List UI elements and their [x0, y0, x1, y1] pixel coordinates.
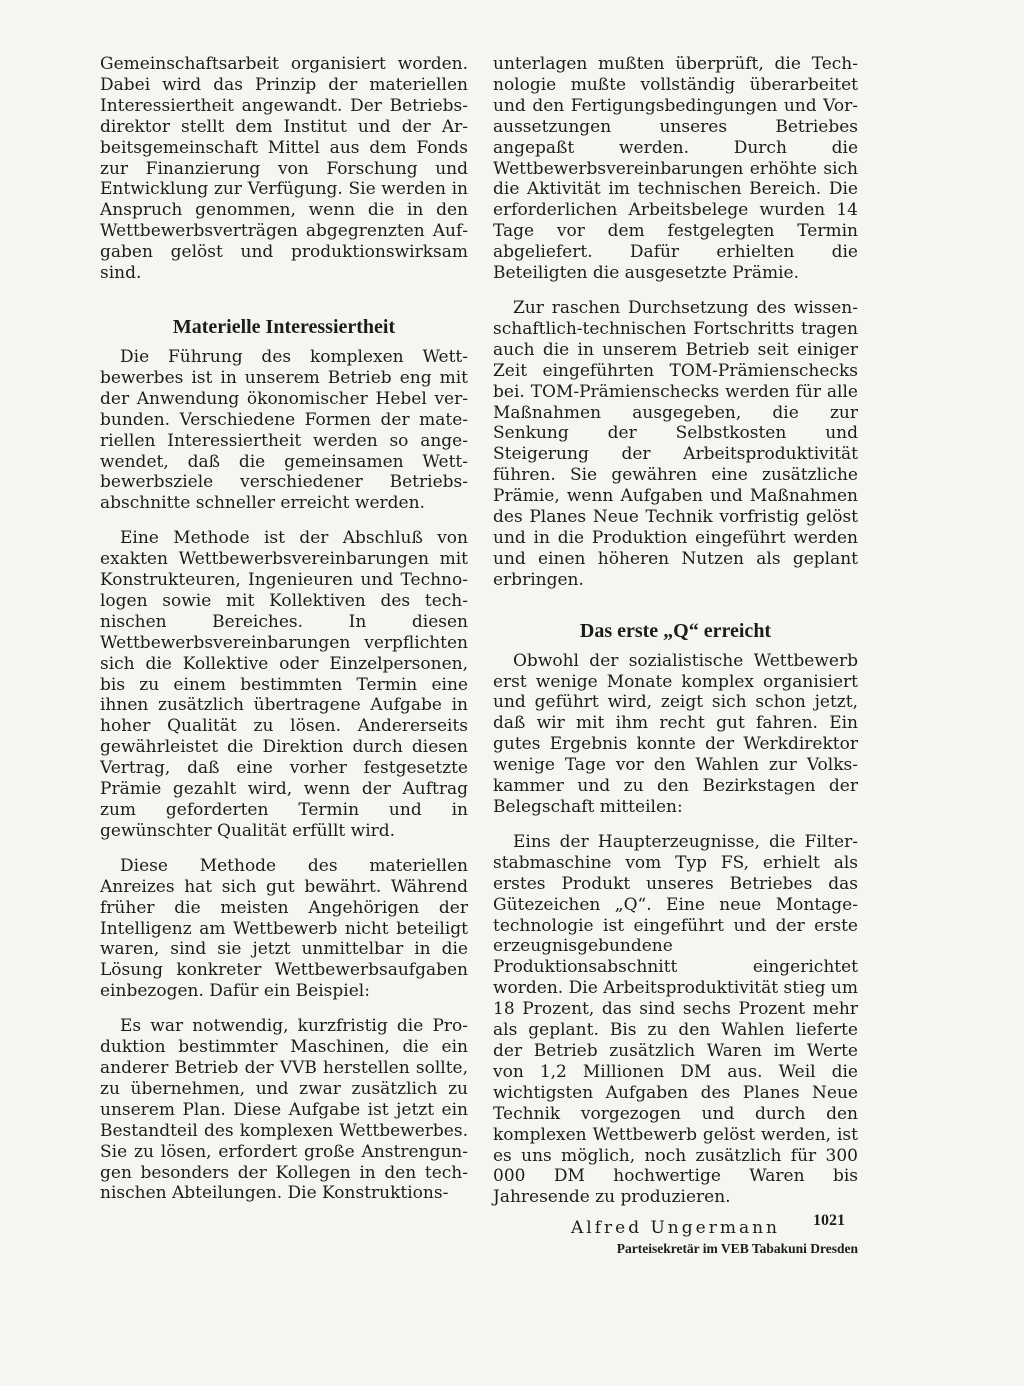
author-role: Parteisekretär im VEB Tabakuni Dresden: [616, 1241, 858, 1257]
paragraph-konstruktionsunterlagen: unterlagen mußten überprüft, die Technologie mußte vollständig überarbeitet und den Fertigungsbedingungen und Voraussetzungen unseres Betriebes angepaßt werden. Durch die Wettbewerbsvereinbarungen erhöhte sich die Aktivität im technischen Bereich. Die erforderlichen Arbeitsbelege wurden 14 Tage vor dem festgelegten Termin abgeliefert. Dafür erhielten die Beteiligten die ausgesetzte Prämie.: [493, 54, 858, 284]
section-heading-das-erste-q: Das erste „Q“ erreicht: [579, 619, 772, 642]
paragraph-methode-anreiz: Diese Methode des materiellen Anreizes hat sich gut bewährt. Während früher die meisten Angehörigen der Intelligenz am Wettbewerb nicht beteiligt waren, sind sie jetzt unmittelbar in die Lösung konkreter Wettbewerbsaufgaben einbezogen. Dafür ein Beispiel:: [100, 855, 468, 1002]
section-heading-materielle-interessiertheit: Materielle Interessiertheit: [172, 315, 396, 338]
paragraph-haupterzeugnisse: Eins der Haupterzeugnisse, die Filterstabmaschine vom Typ FS, erhielt als erstes Produkt unseres Betriebes das Gütezeichen „Q“. Eine neue Montagetechnologie ist eingeführt und der erste erzeugnisgebundene Produktionsabschnitt eingerichtet worden. Die Arbeitsproduktivität stieg um 18 Prozent, das sind sechs Prozent mehr als geplant. Bis zu den Wahlen lieferte der Betrieb zusätzlich Waren im Werte von 1,2 Millionen DM aus. Weil die wichtigsten Aufgaben des Planes Neue Technik vorgezogen und durch den komplexen Wettbewerb gelöst werden, ist es uns möglich, noch zusätzlich für 300 000 DM hochwertige Waren bis Jahresende zu produzieren.: [493, 831, 858, 1208]
paragraph-intro-continued: Gemeinschaftsarbeit organisiert worden. Dabei wird das Prinzip der materiellen Interessiertheit angewandt. Der Betriebsdirektor stellt dem Institut und der Arbeitsgemeinschaft Mittel aus dem Fonds zur Finanzierung von Forschung und Entwicklung zur Verfügung. Sie werden in Anspruch genommen, wenn die in den Wettbewerbsverträgen abgegrenzten Aufgaben gelöst und produktionswirksam sind.: [100, 54, 468, 284]
page-number: 1021: [813, 1212, 845, 1229]
paragraph-methode-abschluss: Eine Methode ist der Abschluß von exakten Wettbewerbsvereinbarungen mit Konstrukteuren, Ingenieuren und Technologen sowie mit Kollektiven des technischen Bereiches. In diesen Wettbewerbsvereinbarungen verpflichten sich die Kollektive oder Einzelpersonen, bis zu einem bestimmten Termin eine ihnen zusätzlich übertragene Aufgabe in hoher Qualität zu lösen. Andererseits gewährleistet die Direktion durch diesen Vertrag, daß eine vorher festgesetzte Prämie gezahlt wird, wenn der Auftrag zum geforderten Termin und in gewünschter Qualität erfüllt wird.: [100, 528, 468, 841]
paragraph-tom-praemienschecks: Zur raschen Durchsetzung des wissenschaftlich-technischen Fortschritts tragen auch die in unserem Betrieb seit einiger Zeit eingeführten TOM-Prämienschecks bei. TOM-Prämienschecks werden für alle Maßnahmen ausgegeben, die zur Senkung der Selbstkosten und Steigerung der Arbeitsproduktivität führen. Sie gewähren eine zusätzliche Prämie, wenn Aufgaben und Maßnahmen des Planes Neue Technik vorfristig gelöst und in die Produktion eingeführt werden und einen höheren Nutzen als geplant erbringen.: [493, 297, 858, 590]
left-column: [100, 54, 468, 1204]
paragraph-beispiel: Es war notwendig, kurzfristig die Produktion bestimmter Maschinen, die ein anderer Betrieb der VVB herstellen sollte, zu übernehmen, und zwar zusätzlich zu unserem Plan. Diese Aufgabe ist jetzt ein Bestandteil des komplexen Wettbewerbes. Sie zu lösen, erfordert große Anstrengungen besonders der Kollegen in den technischen Abteilungen. Die Konstruktions-: [100, 1016, 468, 1204]
paragraph-fuehrung-wettbewerb: Die Führung des komplexen Wettbewerbes ist in unserem Betrieb eng mit der Anwendung ökonomischer Hebel verbunden. Verschiedene Formen der materiellen Interessiertheit werden so angewendet, daß die gemeinsamen Wettbewerbsziele verschiedener Betriebsabschnitte schneller erreicht werden.: [100, 346, 468, 514]
right-column: [493, 54, 858, 1258]
author-name: Alfred Ungermann: [571, 1218, 780, 1239]
paragraph-sozialistischer-wettbewerb: Obwohl der sozialistische Wettbewerb erst wenige Monate komplex organisiert und geführt wird, zeigt sich schon jetzt, daß wir mit ihm recht gut fahren. Ein gutes Ergebnis konnte der Werkdirektor wenige Tage vor den Wahlen zur Volkskammer und zu den Bezirkstagen der Belegschaft mitteilen:: [493, 650, 858, 817]
